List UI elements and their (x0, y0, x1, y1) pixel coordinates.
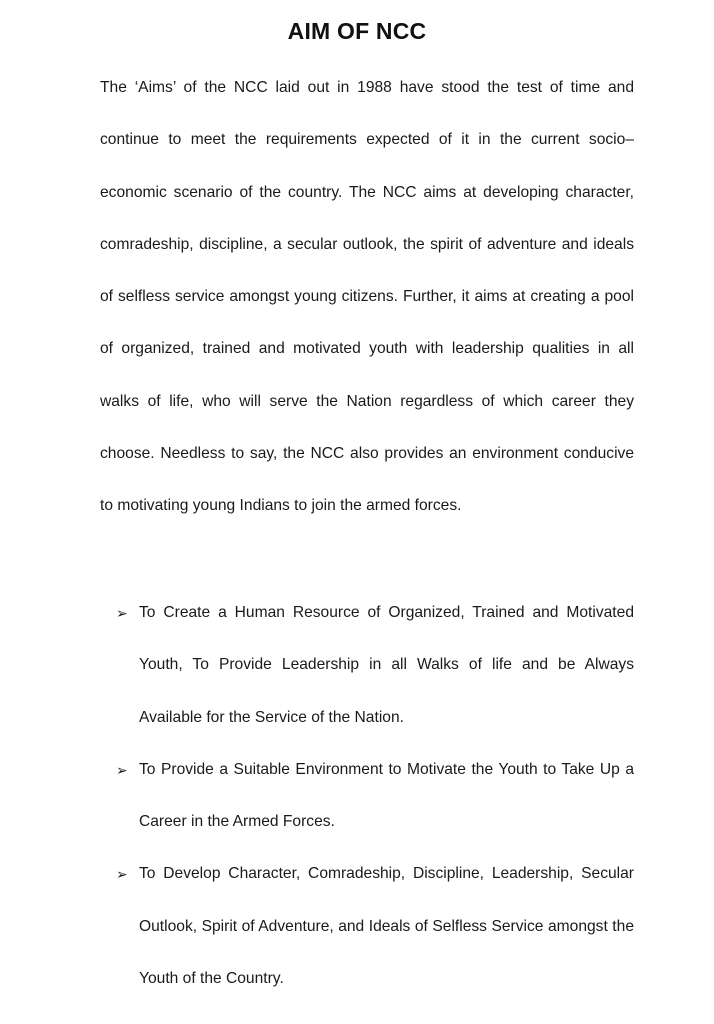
aims-list (116, 587, 634, 1005)
list-item-text: To Develop Character, Comradeship, Discipline, Leadership, Secular Outlook, Spirit of Adventure, and Ideals of Selfless Service amongst the Youth of the Country. (139, 865, 634, 988)
list-item (116, 848, 634, 1005)
arrow-bullet-icon: ➢ (116, 605, 128, 621)
arrow-bullet-icon: ➢ (116, 866, 128, 883)
page-title: AIM OF NCC (287, 18, 427, 44)
list-item (116, 744, 634, 849)
list-item-text: To Create a Human Resource of Organized, Trained and Motivated Youth, To Provide Leadership in all Walks of life and be Always Available for the Service of the Nation. (139, 604, 634, 726)
list-item-text: To Provide a Suitable Environment to Motivate the Youth to Take Up a Career in the Armed Forces. (139, 760, 634, 831)
arrow-bullet-icon: ➢ (116, 761, 128, 778)
list-item (116, 587, 634, 744)
intro-paragraph: The ‘Aims’ of the NCC laid out in 1988 have stood the test of time and continue to meet the requirements expected of it in the current socio–economic scenario of the country. The NCC aims at developing character, comradeship, discipline, a secular outlook, the spirit of adventure and ideals of selfless service amongst young citizens. Further, it aims at creating a pool of organized, trained and motivated youth with leadership qualities in all walks of life, who will serve the Nation regardless of which career they choose. Needless to say, the NCC also provides an environment conducive to motivating young Indians to join the armed forces. (100, 79, 634, 515)
